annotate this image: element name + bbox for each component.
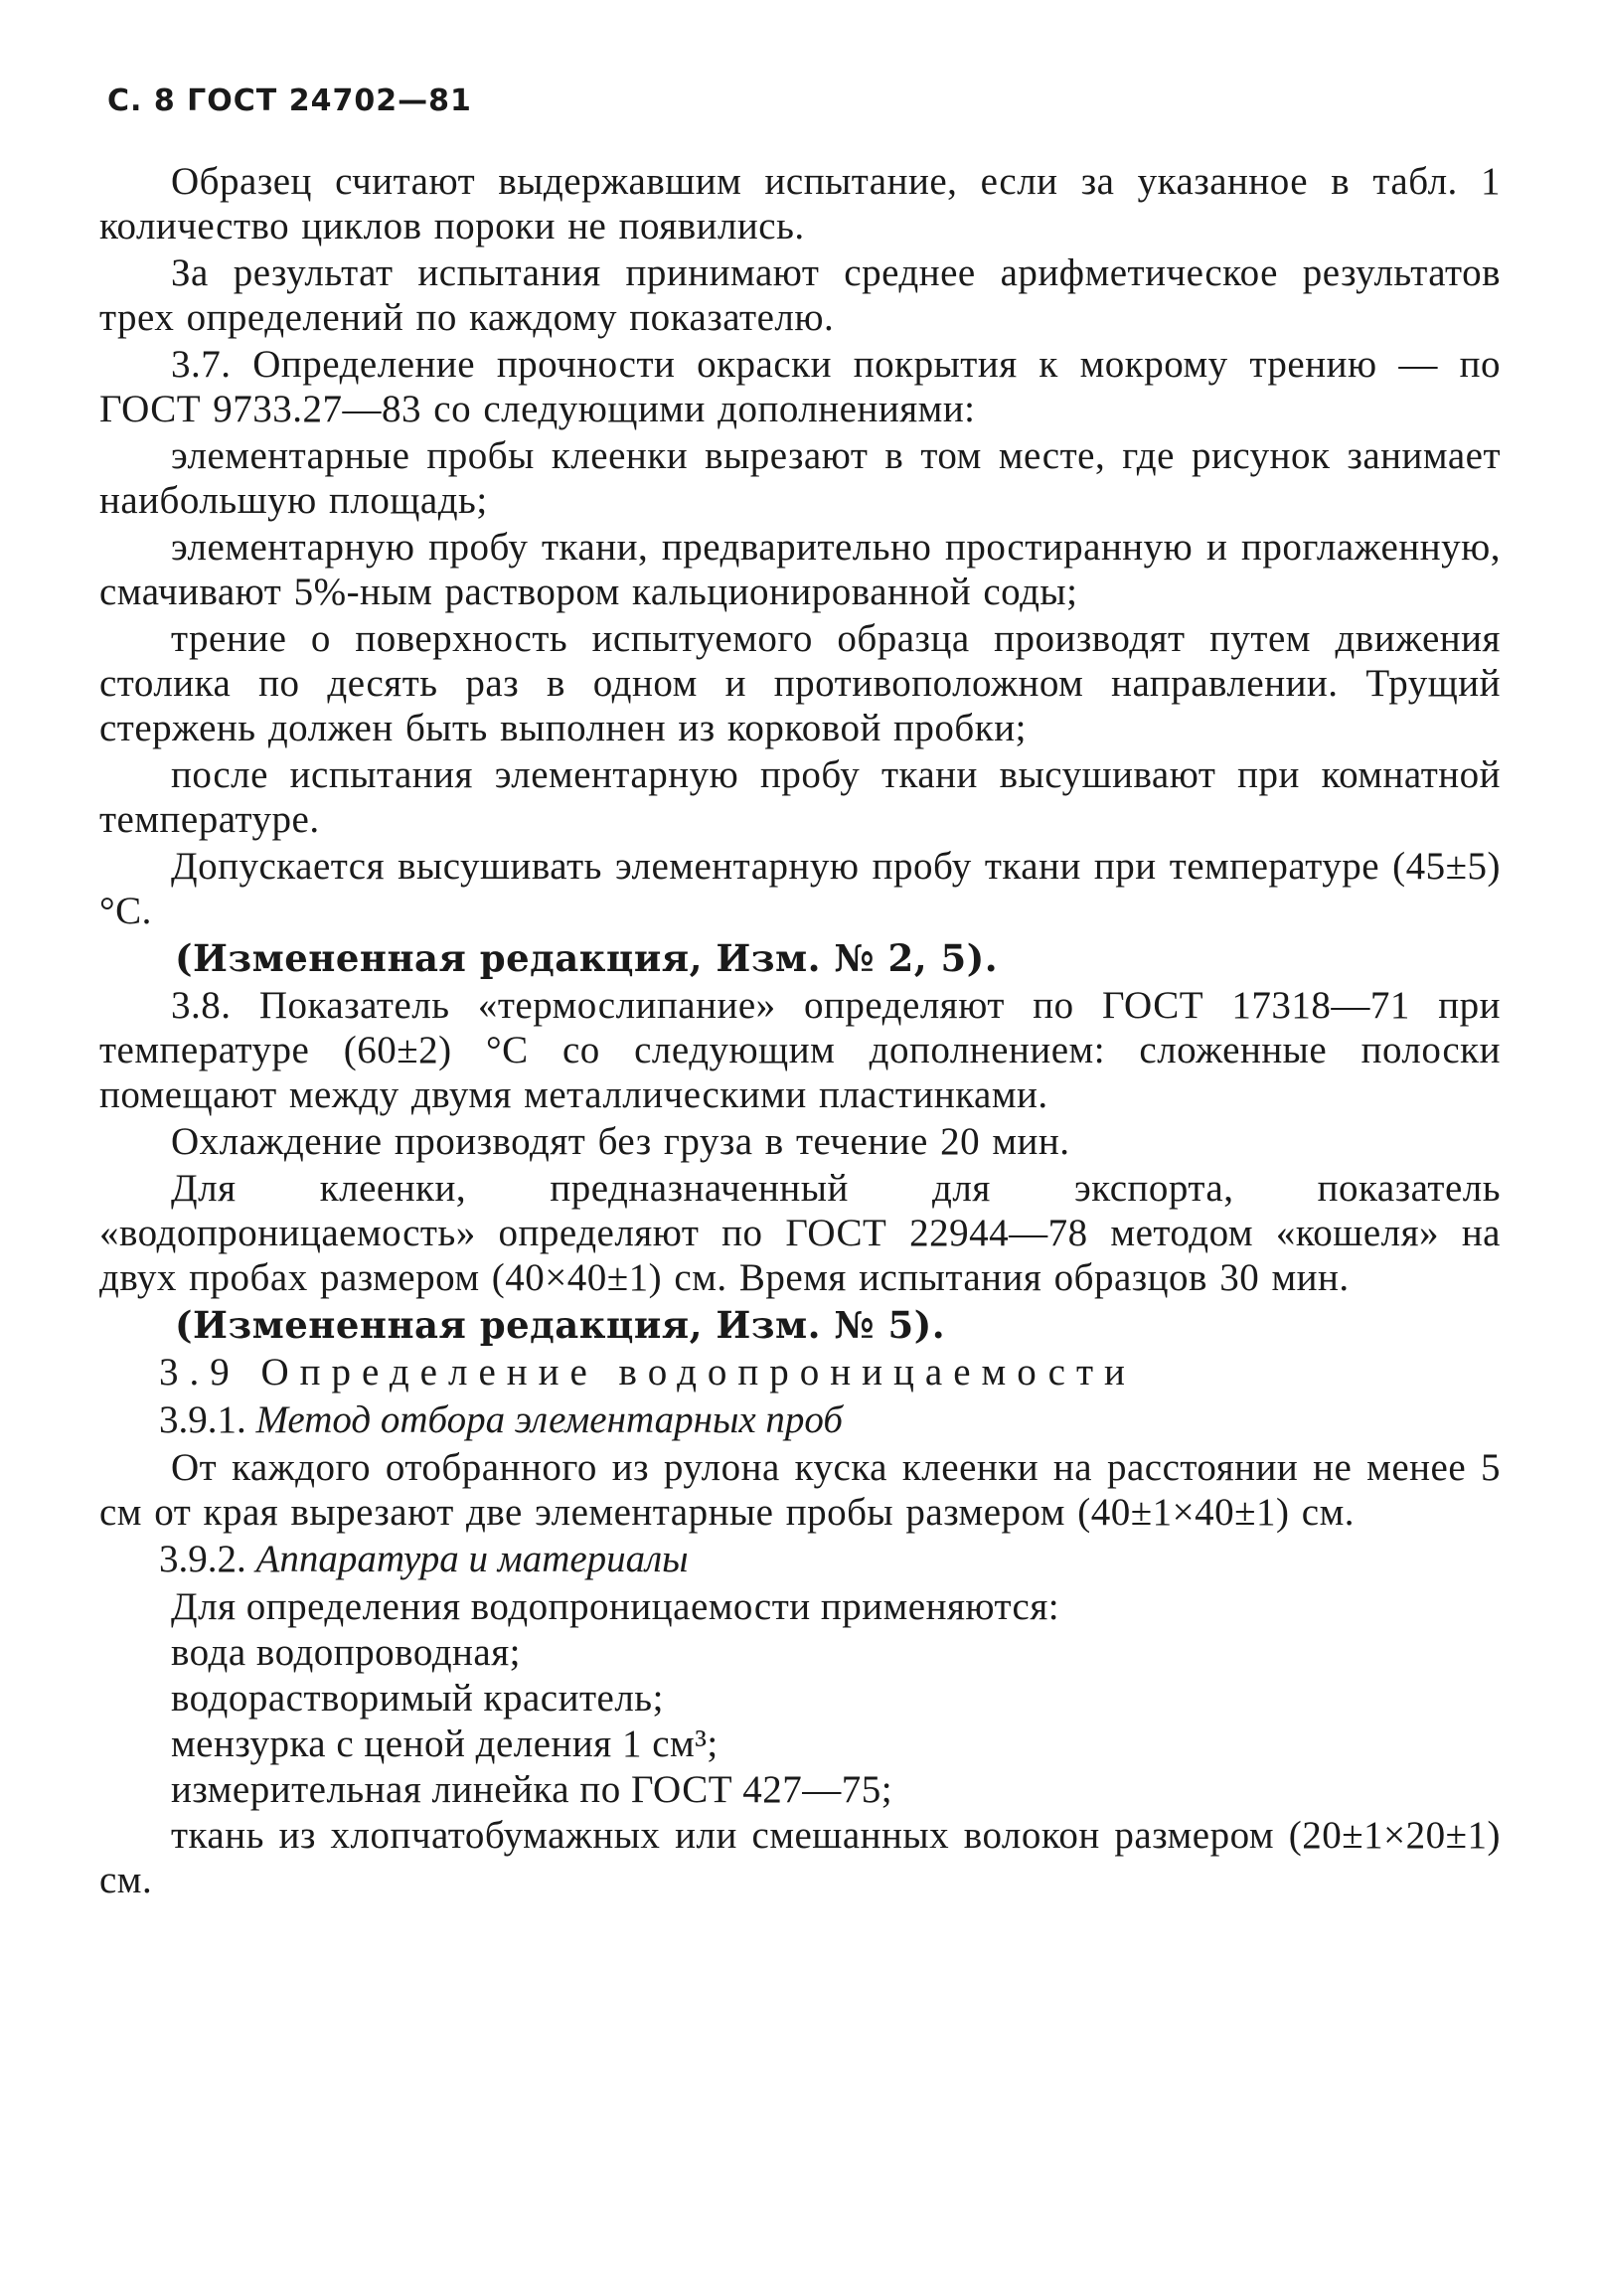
subsection-heading-3-9-1 bbox=[99, 1397, 1501, 1443]
page-header: С. 8 ГОСТ 24702—81 bbox=[107, 83, 472, 118]
paragraph-3-9-1: От каждого отобранного из рулона куска клеенки на расстоянии не менее 5 см от края вырезают две элементарные пробы размером (40±1×40±1) см. bbox=[99, 1446, 1501, 1534]
amendment-note: (Измененная редакция, Изм. № 5). bbox=[175, 1303, 946, 1347]
paragraph-3-7: 3.7. Определение прочности окраски покрытия к мокрому трению — по ГОСТ 9733.27—83 со следующими дополнениями: bbox=[99, 343, 1501, 430]
amendment-note: (Измененная редакция, Изм. № 2, 5). bbox=[175, 936, 999, 980]
list-item: измерительная линейка по ГОСТ 427—75; bbox=[171, 1768, 893, 1811]
subsection-number: 3.9.2. bbox=[159, 1538, 246, 1580]
section-heading-3-9: 3.9 Определение водопроницаемости bbox=[159, 1351, 1136, 1394]
subsection-heading-3-9-2 bbox=[99, 1537, 1501, 1582]
materials-intro: Для определения водопроницаемости применяются: bbox=[171, 1585, 1060, 1628]
paragraph-3-8: 3.8. Показатель «термослипание» определяют по ГОСТ 17318—71 при температуре (60±2) °С со следующим дополнением: сложенные полоски помещают между двумя металлическими пластинками. bbox=[99, 984, 1501, 1116]
paragraph: элементарную пробу ткани, предварительно простиранную и проглаженную, смачивают 5%-ным раствором кальционированной соды; bbox=[99, 526, 1501, 613]
paragraph: элементарные пробы клеенки вырезают в том месте, где рисунок занимает наибольшую площадь; bbox=[99, 434, 1501, 522]
list-item: мензурка с ценой деления 1 см³; bbox=[171, 1722, 719, 1765]
paragraph: трение о поверхность испытуемого образца производят путем движения столика по десять раз в одном и противоположном направлении. Трущий стержень должен быть выполнен из корковой пробки; bbox=[99, 617, 1501, 749]
paragraph: Допускается высушивать элементарную пробу ткани при температуре (45±5) °С. bbox=[99, 845, 1501, 932]
subsection-number: 3.9.1. bbox=[159, 1398, 246, 1441]
subsection-title: Метод отбора элементарных проб bbox=[255, 1398, 844, 1441]
paragraph: За результат испытания принимают среднее арифметическое результатов трех определений по каждому показателю. bbox=[99, 251, 1501, 339]
list-item: вода водопроводная; bbox=[171, 1631, 521, 1674]
paragraph: Охлаждение производят без груза в течение 20 мин. bbox=[171, 1120, 1070, 1163]
paragraph: после испытания элементарную пробу ткани высушивают при комнатной температуре. bbox=[99, 753, 1501, 841]
paragraph: Образец считают выдержавшим испытание, если за указанное в табл. 1 количество циклов пороки не появились. bbox=[99, 160, 1501, 247]
subsection-title: Аппаратура и материалы bbox=[255, 1538, 689, 1580]
document-body bbox=[99, 159, 1501, 1902]
list-item: водорастворимый краситель; bbox=[171, 1677, 664, 1720]
list-item-last: ткань из хлопчатобумажных или смешанных волокон размером (20±1×20±1) см. bbox=[99, 1814, 1501, 1901]
paragraph: Для клеенки, предназначенный для экспорта, показатель «водопроницаемость» определяют по ГОСТ 22944—78 методом «кошеля» на двух пробах размером (40×40±1) см. Время испытания образцов 30 мин. bbox=[99, 1167, 1501, 1299]
